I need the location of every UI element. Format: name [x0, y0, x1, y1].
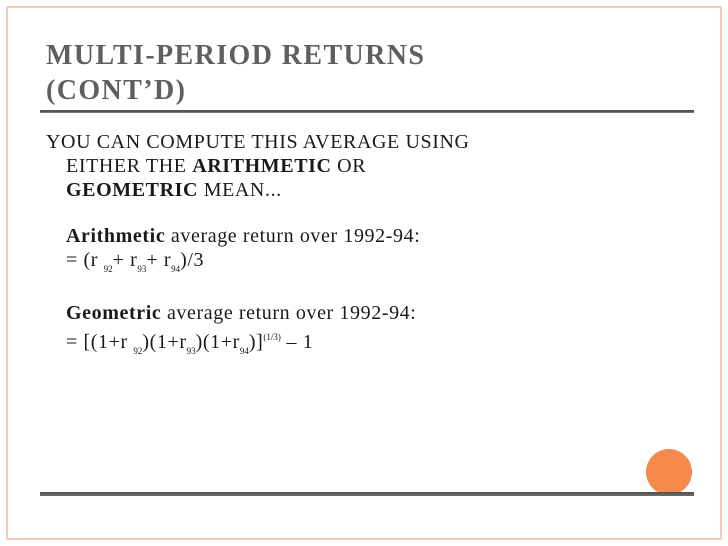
intro-text: MEAN...	[198, 179, 282, 201]
subscript: 94	[171, 264, 181, 274]
arithmetic-block	[46, 224, 666, 281]
formula-text: + r	[112, 249, 138, 271]
formula-text: )(1+r	[142, 331, 187, 353]
intro-paragraph	[46, 130, 666, 202]
subscript: 93	[137, 264, 147, 274]
subscript: 93	[186, 346, 196, 356]
formula-text: )/3	[180, 249, 205, 271]
subscript: 92	[133, 346, 143, 356]
formula-text: )]	[248, 331, 264, 353]
arithmetic-keyword: ARITHMETIC	[192, 155, 332, 177]
geometric-label: Geometric	[66, 302, 162, 324]
geometric-heading	[66, 301, 666, 325]
title-line: MULTI-PERIOD RETURNS	[46, 40, 426, 71]
geometric-block	[46, 301, 666, 363]
subscript: 94	[239, 346, 249, 356]
slide-body	[46, 130, 666, 363]
intro-text: EITHER THE	[66, 155, 193, 177]
geometric-text: average return over 1992-94:	[161, 302, 417, 324]
footer-divider	[40, 492, 694, 496]
arithmetic-text: average return over 1992-94:	[165, 225, 421, 247]
arithmetic-label: Arithmetic	[66, 225, 166, 247]
formula-text: )(1+r	[195, 331, 240, 353]
formula-text: = [(1+r	[66, 331, 134, 353]
formula-text: + r	[146, 249, 172, 271]
formula-text: = (r	[66, 249, 104, 271]
intro-line-2	[46, 154, 666, 178]
exponent: (1/3)	[263, 332, 281, 342]
formula-text: – 1	[280, 331, 314, 353]
accent-circle	[646, 449, 692, 495]
slide-title	[46, 38, 646, 108]
intro-line-3	[46, 178, 666, 202]
title-divider	[40, 110, 694, 113]
intro-text: OR	[331, 155, 367, 177]
arithmetic-formula	[66, 248, 666, 281]
geometric-keyword: GEOMETRIC	[66, 179, 199, 201]
intro-line-1: YOU CAN COMPUTE THIS AVERAGE USING	[46, 131, 470, 153]
subscript: 92	[103, 264, 113, 274]
geometric-formula	[66, 325, 666, 363]
title-line: (CONT’D)	[46, 75, 187, 106]
arithmetic-heading	[66, 224, 666, 248]
